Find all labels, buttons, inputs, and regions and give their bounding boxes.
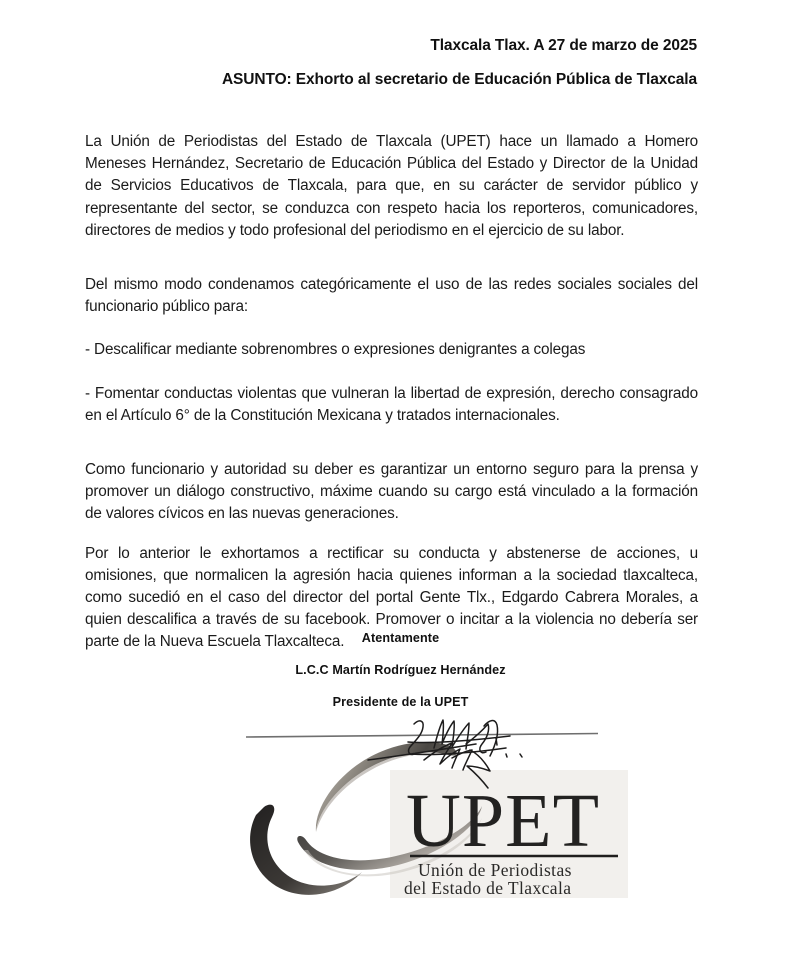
bullet-item-1: - Descalificar mediante sobrenombres o expresiones denigrantes a colegas bbox=[85, 341, 586, 359]
signature-name: L.C.C Martín Rodríguez Hernández bbox=[295, 663, 506, 677]
subject-line: ASUNTO: Exhorto al secretario de Educación Pública de Tlaxcala bbox=[221, 71, 697, 88]
paragraph-3: Como funcionario y autoridad su deber es garantizar un entorno seguro para la prensa y promover un diálogo constructivo, máxime cuando su cargo está vinculado a la formación de valores cívicos en las nuevas generaciones. bbox=[85, 461, 698, 523]
signature-block bbox=[0, 630, 801, 711]
signature-rule bbox=[246, 734, 598, 738]
date-line: Tlaxcala Tlax. A 27 de marzo de 2025 bbox=[430, 37, 697, 54]
paragraph-2: Del mismo modo condenamos categóricamente el uso de las redes sociales sociales del funcionario público para: bbox=[85, 276, 698, 316]
upet-logo-and-signature bbox=[238, 714, 628, 904]
letter-body bbox=[85, 131, 698, 654]
signature-title: Presidente de la UPET bbox=[332, 695, 469, 709]
paragraph-1: La Unión de Periodistas del Estado de Tlaxcala (UPET) hace un llamado a Homero Meneses Hernández, Secretario de Educación Pública del Estado y Director de la Unidad de Servicios Educativos de Tlaxcala, para que, en su carácter de servidor público y representante del sector, se conduzca con respeto hacia los reporteros, comunicadores, directores de medios y todo profesional del periodismo en el ejercicio de su labor. bbox=[85, 133, 698, 239]
logo-caption-line-1: Unión de Periodistas bbox=[418, 860, 572, 880]
letter-header bbox=[85, 36, 697, 90]
signature-closing: Atentamente bbox=[361, 631, 440, 645]
bullet-item-2: - Fomentar conductas violentas que vulneran la libertad de expresión, derecho consagrado en el Artículo 6° de la Constitución Mexicana y tratados internacionales. bbox=[85, 384, 698, 424]
logo-caption-line-2: del Estado de Tlaxcala bbox=[404, 878, 572, 898]
upet-acronym: UPET bbox=[406, 779, 600, 863]
paragraph-4: Por lo anterior le exhortamos a rectificar su conducta y abstenerse de acciones, u omisiones, que normalicen la agresión hacia quienes informan a la sociedad tlaxcalteca, como sucedió en el caso del director del portal Gente Tlx., Edgardo Cabrera Morales, a quien descalifica a través de su facebook. Promover o incitar a la violencia no debería ser parte de la Nueva Escuela Tlaxcalteca. bbox=[85, 544, 698, 651]
